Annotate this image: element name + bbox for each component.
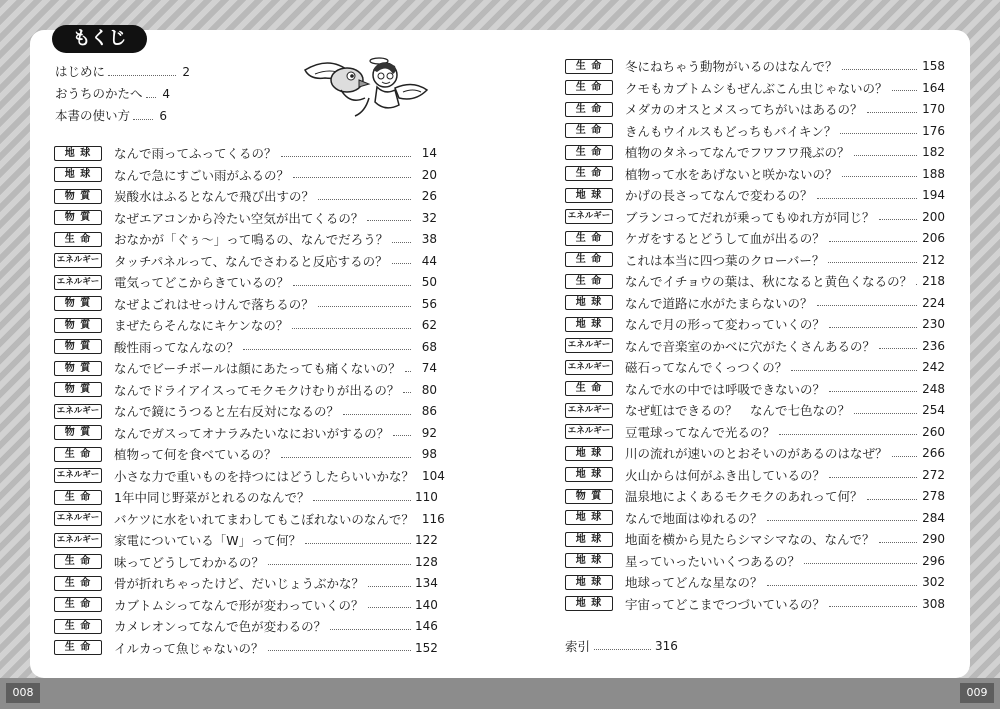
intro-row[interactable]: [55, 106, 167, 126]
toc-entry[interactable]: [54, 423, 437, 443]
entry-title: 火山からは何がふき出しているの？: [625, 467, 826, 483]
entry-title: 星っていったいいくつあるの？: [625, 553, 801, 569]
category-badge: 物 質: [54, 425, 102, 440]
leader-dots: [268, 564, 411, 565]
toc-entry[interactable]: [565, 486, 945, 506]
entry-title: バケツに水をいれてまわしてもこぼれないのなんで？: [114, 511, 414, 527]
leader-dots: [292, 328, 411, 329]
entry-page-number: 200: [922, 209, 945, 224]
entry-page-number: 218: [922, 274, 945, 288]
entry-page-number: 254: [922, 403, 945, 417]
entry-title: なんで雨ってふってくるの？: [114, 146, 277, 161]
index-row[interactable]: [565, 636, 677, 656]
entry-title: きんもウイルスもどっちもバイキン？: [625, 123, 837, 139]
intro-page: 6: [159, 109, 167, 123]
category-badge: 生 命: [565, 145, 613, 160]
category-badge: 生 命: [54, 490, 102, 505]
entry-page-number: 86: [421, 404, 437, 418]
leader-dots: [403, 392, 411, 393]
category-badge: 物 質: [54, 318, 102, 333]
entry-page-number: 284: [922, 510, 945, 525]
category-badge: 地 球: [565, 446, 613, 461]
leader-dots: [318, 306, 411, 307]
entry-title: 豆電球ってなんで光るの？: [625, 424, 776, 440]
entry-title: カブトムシってなんで形が変わっていくの？: [114, 597, 364, 613]
leader-dots: [392, 242, 411, 243]
toc-entry[interactable]: [565, 99, 945, 119]
category-badge: 地 球: [565, 575, 613, 590]
category-badge: 生 命: [54, 554, 102, 569]
toc-entry[interactable]: [54, 509, 445, 529]
entry-title: ブランコってだれが乗ってもゆれ方が同じ？: [625, 209, 875, 225]
category-badge: エネルギー: [565, 209, 613, 224]
entry-page-number: 20: [421, 167, 437, 182]
category-badge: 地 球: [565, 596, 613, 611]
entry-page-number: 62: [421, 318, 437, 332]
bird-character-illustration: [295, 50, 430, 125]
entry-title: 植物って水をあげないと咲かないの？: [625, 166, 838, 182]
entry-page-number: 290: [922, 532, 945, 546]
category-badge: 生 命: [565, 252, 613, 267]
entry-title: おなかが「ぐぅ～」って鳴るの、なんでだろう？: [114, 232, 389, 247]
category-badge: 地 球: [565, 467, 613, 482]
category-badge: エネルギー: [565, 338, 613, 353]
entry-title: 植物のタネってなんでフワフワ飛ぶの？: [625, 145, 850, 160]
toc-entry[interactable]: [565, 400, 945, 420]
index-page: 316: [655, 639, 678, 653]
entry-page-number: 248: [922, 381, 945, 396]
leader-dots: [293, 285, 411, 286]
entry-title: 磁石ってなんでくっつくの？: [625, 360, 788, 375]
category-badge: 地 球: [54, 167, 102, 182]
entry-page-number: 212: [922, 252, 945, 267]
entry-page-number: 158: [922, 59, 945, 73]
toc-entry[interactable]: [54, 143, 437, 163]
toc-entry[interactable]: [565, 508, 945, 528]
entry-title: 川の流れが速いのとおそいのがあるのはなぜ？: [625, 446, 888, 461]
entry-page-number: 230: [922, 317, 945, 331]
category-badge: 生 命: [565, 80, 613, 95]
intro-page: 2: [182, 65, 190, 79]
leader-dots: [817, 305, 917, 306]
leader-dots: [829, 241, 917, 242]
entry-page-number: 302: [922, 575, 945, 589]
category-badge: エネルギー: [54, 404, 102, 419]
leader-dots: [405, 371, 411, 372]
toc-entry[interactable]: [565, 293, 945, 313]
toc-entry[interactable]: [565, 551, 945, 571]
leader-dots: [892, 456, 917, 457]
toc-entry[interactable]: [54, 380, 437, 400]
leader-dots: [867, 112, 917, 113]
leader-dots: [879, 542, 917, 543]
toc-entry[interactable]: [54, 466, 445, 486]
entry-page-number: 74: [421, 361, 437, 375]
leader-dots: [268, 650, 411, 651]
entry-page-number: 176: [922, 123, 945, 138]
toc-entry[interactable]: [54, 638, 437, 658]
bottom-band: [0, 678, 1000, 709]
leader-dots: [867, 499, 917, 500]
entry-title: なんで鏡にうつると左右反対になるの？: [114, 404, 340, 419]
leader-dots: [343, 414, 411, 415]
entry-page-number: 98: [421, 447, 437, 461]
intro-label: はじめに: [55, 64, 106, 79]
entry-title: 地球ってどんな星なの？: [625, 575, 763, 590]
index-label: 索引: [565, 639, 591, 654]
entry-page-number: 116: [421, 511, 445, 526]
leader-dots: [779, 434, 917, 435]
entry-page-number: 140: [415, 597, 438, 612]
entry-title: なんで水の中では呼吸できないの？: [625, 381, 826, 397]
toc-entry[interactable]: [565, 185, 945, 205]
entry-page-number: 206: [922, 231, 945, 245]
entry-title: なんでビーチボールは顔にあたっても痛くないの？: [114, 361, 401, 376]
category-badge: 生 命: [565, 231, 613, 246]
category-badge: 生 命: [565, 59, 613, 74]
leader-dots: [842, 176, 917, 177]
entry-page-number: 260: [922, 424, 945, 439]
category-badge: エネルギー: [54, 468, 102, 483]
toc-entry[interactable]: [54, 186, 437, 206]
toc-entry[interactable]: [565, 56, 945, 76]
toc-entry[interactable]: [565, 121, 945, 141]
entry-title: 地面を横から見たらシマシマなの、なんで？: [625, 532, 875, 547]
toc-entry[interactable]: [54, 229, 437, 249]
category-badge: 地 球: [565, 188, 613, 203]
leader-dots: [828, 262, 917, 263]
category-badge: 物 質: [54, 210, 102, 225]
category-badge: 地 球: [565, 510, 613, 525]
folio-right: 009: [960, 683, 994, 703]
toc-entry[interactable]: [54, 165, 437, 185]
toc-entry[interactable]: [54, 444, 437, 464]
toc-entry[interactable]: [565, 465, 945, 485]
leader-dots: [313, 500, 411, 501]
leader-dots: [842, 69, 917, 70]
category-badge: 物 質: [54, 339, 102, 354]
entry-title: ケガをするとどうして血が出るの？: [625, 231, 825, 246]
category-badge: 地 球: [565, 532, 613, 547]
entry-title: 植物って何を食べているの？: [114, 447, 277, 462]
toc-entry[interactable]: [565, 422, 945, 442]
leader-dots: [367, 220, 411, 221]
entry-title: 小さな力で重いものを持つにはどうしたらいいかな？: [114, 468, 415, 484]
category-badge: 物 質: [565, 489, 613, 504]
category-badge: 地 球: [54, 146, 102, 161]
category-badge: 生 命: [54, 619, 102, 634]
entry-page-number: 80: [421, 382, 437, 397]
intro-page: 4: [162, 87, 170, 101]
leader-dots: [767, 585, 917, 586]
entry-title: 宇宙ってどこまでつづいているの？: [625, 596, 826, 612]
leader-dots: [767, 520, 917, 521]
intro-row[interactable]: [55, 62, 190, 82]
toc-entry[interactable]: [54, 251, 437, 271]
entry-title: 電気ってどこからきているの？: [114, 275, 290, 290]
leader-dots: [817, 198, 917, 199]
category-badge: 生 命: [565, 123, 613, 138]
toc-entry[interactable]: [565, 78, 945, 98]
entry-page-number: 236: [922, 338, 945, 353]
toc-entry[interactable]: [565, 572, 945, 592]
page-title: もくじ: [52, 25, 147, 53]
category-badge: 生 命: [565, 381, 613, 396]
entry-title: イルカって魚じゃないの？: [114, 640, 264, 656]
toc-entry[interactable]: [565, 443, 945, 463]
category-badge: 地 球: [565, 317, 613, 332]
leader-dots: [243, 349, 411, 350]
toc-entry[interactable]: [54, 573, 437, 593]
leader-dots: [829, 477, 917, 478]
entry-page-number: 272: [922, 467, 945, 482]
toc-entry[interactable]: [54, 337, 437, 357]
leader-dots: [879, 348, 917, 349]
entry-page-number: 266: [922, 446, 945, 460]
leader-dots: [840, 133, 917, 134]
toc-entry[interactable]: [54, 272, 437, 292]
entry-page-number: 104: [422, 468, 445, 483]
category-badge: 物 質: [54, 296, 102, 311]
category-badge: 生 命: [565, 274, 613, 289]
entry-title: まぜたらそんなにキケンなの？: [114, 318, 289, 333]
entry-page-number: 56: [421, 296, 437, 311]
entry-page-number: 224: [922, 295, 945, 310]
category-badge: 物 質: [54, 189, 102, 204]
entry-page-number: 134: [415, 576, 438, 590]
toc-entry[interactable]: [54, 530, 437, 550]
leader-dots: [368, 607, 411, 608]
category-badge: 生 命: [565, 166, 613, 181]
entry-title: 温泉地によくあるモクモクのあれって何？: [625, 489, 863, 504]
leader-dots: [392, 263, 411, 264]
category-badge: エネルギー: [54, 253, 102, 268]
category-badge: 生 命: [54, 576, 102, 591]
entry-page-number: 122: [415, 533, 438, 547]
entry-title: なぜよごれはせっけんで落ちるの？: [114, 296, 314, 312]
toc-entry[interactable]: [54, 294, 437, 314]
category-badge: 物 質: [54, 382, 102, 397]
leader-dots: [829, 327, 917, 328]
entry-title: なんで道路に水がたまらないの？: [625, 295, 813, 311]
entry-page-number: 50: [421, 275, 437, 289]
leader-dots: [791, 370, 917, 371]
intro-label: おうちのかたへ: [55, 86, 143, 101]
entry-page-number: 170: [922, 102, 945, 116]
toc-entry[interactable]: [54, 487, 437, 507]
toc-entry[interactable]: [565, 228, 945, 248]
category-badge: 生 命: [54, 597, 102, 612]
leader-dots: [829, 606, 917, 607]
toc-entry[interactable]: [565, 594, 945, 614]
entry-title: 炭酸水はふるとなんで飛び出すの？: [114, 189, 315, 204]
toc-entry[interactable]: [565, 207, 945, 227]
toc-entry[interactable]: [565, 336, 945, 356]
entry-title: タッチパネルって、なんでさわると反応するの？: [114, 253, 388, 269]
entry-page-number: 164: [922, 80, 945, 95]
toc-entry[interactable]: [565, 271, 945, 291]
toc-entry[interactable]: [565, 529, 945, 549]
entry-title: なんで音楽室のかべに穴がたくさんあるの？: [625, 338, 876, 354]
category-badge: エネルギー: [54, 511, 102, 526]
toc-entry[interactable]: [565, 379, 945, 399]
entry-page-number: 242: [922, 360, 945, 374]
entry-title: なぜ虹はできるの？ なんで七色なの？: [625, 403, 851, 418]
leader-dots: [594, 649, 651, 650]
entry-title: クモもカブトムシもぜんぶこん虫じゃないの？: [625, 80, 888, 96]
leader-dots: [916, 284, 917, 285]
leader-dots: [368, 586, 411, 587]
entry-page-number: 152: [415, 640, 438, 655]
entry-title: かげの長さってなんで変わるの？: [625, 188, 813, 203]
entry-title: 1年中同じ野菜がとれるのなんで？: [114, 490, 310, 505]
intro-row[interactable]: [55, 84, 170, 104]
leader-dots: [108, 62, 176, 76]
toc-entry[interactable]: [54, 315, 437, 335]
toc-entry[interactable]: [54, 208, 437, 228]
leader-dots: [393, 435, 411, 436]
toc-entry[interactable]: [54, 595, 437, 615]
leader-dots: [892, 90, 917, 91]
leader-dots: [305, 543, 411, 544]
entry-title: なんでガスってオナラみたいなにおいがするの？: [114, 425, 390, 441]
entry-page-number: 296: [922, 553, 945, 568]
toc-entry[interactable]: [54, 616, 437, 636]
entry-title: なんで急にすごい雨がふるの？: [114, 167, 290, 183]
leader-dots: [318, 199, 411, 200]
entry-title: なんでイチョウの葉は、秋になると黄色くなるの？: [625, 274, 913, 289]
entry-title: これは本当に四つ葉のクローバー？: [625, 252, 825, 268]
toc-entry[interactable]: [565, 357, 945, 377]
leader-dots: [330, 629, 411, 630]
category-badge: エネルギー: [565, 424, 613, 439]
entry-title: 冬にねちゃう動物がいるのはなんで？: [625, 59, 838, 74]
entry-page-number: 146: [415, 619, 438, 633]
leader-dots: [281, 156, 411, 157]
entry-title: なんで月の形って変わっていくの？: [625, 317, 825, 332]
entry-page-number: 92: [421, 425, 437, 440]
category-badge: 生 命: [54, 640, 102, 655]
leader-dots: [293, 177, 411, 178]
leader-dots: [146, 84, 156, 98]
toc-entry[interactable]: [565, 250, 945, 270]
entry-page-number: 182: [922, 145, 945, 159]
category-badge: 生 命: [54, 447, 102, 462]
category-badge: エネルギー: [565, 360, 613, 375]
category-badge: 地 球: [565, 295, 613, 310]
entry-title: なんでドライアイスってモクモクけむりが出るの？: [114, 382, 400, 398]
toc-entry[interactable]: [565, 164, 945, 184]
leader-dots: [804, 563, 917, 564]
entry-title: カメレオンってなんで色が変わるの？: [114, 619, 327, 634]
category-badge: エネルギー: [565, 403, 613, 418]
leader-dots: [829, 391, 917, 392]
toc-entry[interactable]: [54, 552, 437, 572]
entry-page-number: 38: [421, 232, 437, 246]
category-badge: 物 質: [54, 361, 102, 376]
entry-title: 家電についている「W」って何？: [114, 533, 302, 548]
entry-title: 骨が折れちゃったけど、だいじょうぶかな？: [114, 576, 365, 591]
category-badge: 生 命: [565, 102, 613, 117]
toc-entry[interactable]: [565, 314, 945, 334]
entry-page-number: 110: [415, 490, 438, 504]
entry-page-number: 188: [922, 166, 945, 181]
folio-left: 008: [6, 683, 40, 703]
category-badge: 地 球: [565, 553, 613, 568]
entry-page-number: 194: [922, 188, 945, 202]
entry-title: なんで地面はゆれるの？: [625, 510, 763, 526]
leader-dots: [133, 106, 153, 120]
toc-entry[interactable]: [54, 358, 437, 378]
entry-page-number: 26: [421, 189, 437, 203]
entry-page-number: 68: [421, 339, 437, 354]
category-badge: エネルギー: [54, 275, 102, 290]
leader-dots: [854, 413, 917, 414]
toc-entry[interactable]: [565, 142, 945, 162]
entry-title: 味ってどうしてわかるの？: [114, 554, 265, 570]
leader-dots: [854, 155, 917, 156]
entry-page-number: 44: [421, 253, 437, 268]
entry-title: メダカのオスとメスってちがいはあるの？: [625, 102, 863, 117]
leader-dots: [879, 219, 917, 220]
entry-page-number: 32: [421, 210, 437, 225]
entry-title: なぜエアコンから冷たい空気が出てくるの？: [114, 210, 364, 226]
entry-title: 酸性雨ってなんなの？: [114, 339, 240, 355]
entry-page-number: 128: [415, 554, 438, 569]
entry-page-number: 308: [922, 596, 945, 611]
entry-page-number: 278: [922, 489, 945, 503]
entry-page-number: 14: [421, 146, 437, 160]
toc-entry[interactable]: [54, 401, 437, 421]
category-badge: 生 命: [54, 232, 102, 247]
category-badge: エネルギー: [54, 533, 102, 548]
leader-dots: [281, 457, 411, 458]
intro-label: 本書の使い方: [55, 108, 131, 123]
